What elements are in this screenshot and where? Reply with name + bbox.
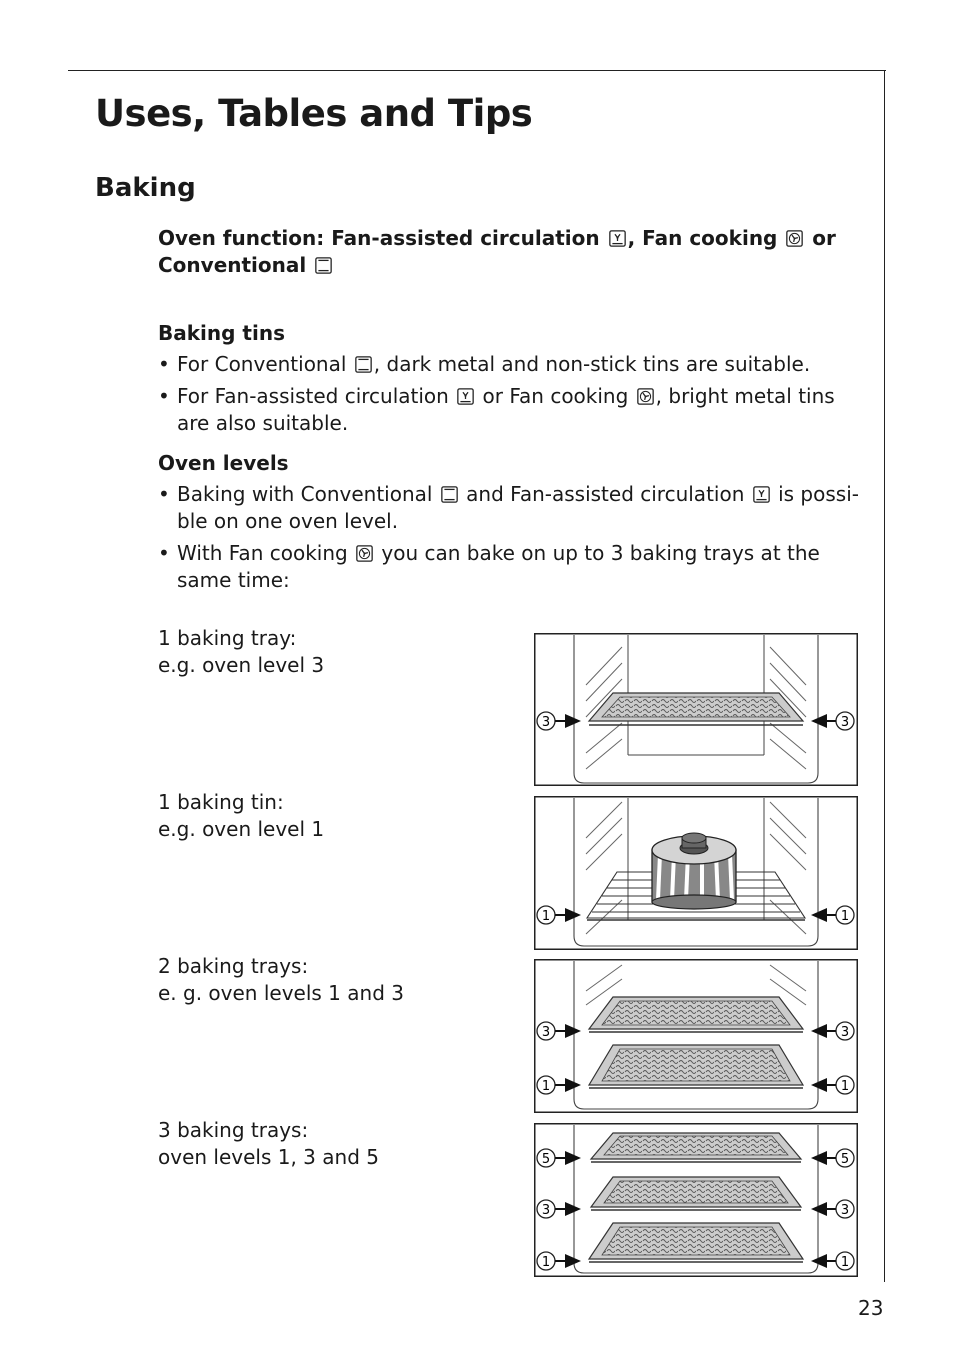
oven-levels-block (158, 450, 858, 594)
conventional-icon (315, 257, 332, 274)
svg-text:1: 1 (840, 909, 850, 924)
fan-cooking-icon (786, 230, 803, 247)
svg-text:3: 3 (840, 715, 850, 730)
svg-text:3: 3 (840, 1025, 850, 1040)
section-heading-baking: Baking (95, 173, 196, 203)
oven-levels-heading: Oven levels (158, 451, 289, 475)
conventional-icon (355, 356, 372, 373)
list-item: • Baking with Conventional and Fan-assisted circulation is possi-ble on one oven level. (158, 482, 859, 533)
baking-tray (591, 1133, 801, 1162)
fan-cooking-icon (637, 388, 654, 405)
baking-tray (589, 693, 803, 725)
svg-text:5: 5 (840, 1152, 850, 1167)
svg-text:3: 3 (840, 1203, 850, 1218)
conventional-icon (441, 486, 458, 503)
baking-tins-heading: Baking tins (158, 321, 285, 345)
example-caption: 1 baking tin: e.g. oven level 1 (158, 790, 325, 841)
bullet-dot: • (158, 352, 170, 376)
example-caption: 1 baking tray: e.g. oven level 3 (158, 626, 325, 677)
baking-tins-block (158, 320, 858, 437)
right-rule (884, 70, 885, 1282)
bullet-dot: • (158, 541, 170, 565)
oven-diagram-two-trays (534, 959, 858, 1113)
baking-tray (589, 997, 803, 1032)
svg-text:3: 3 (541, 715, 551, 730)
baking-tray (589, 1045, 803, 1088)
svg-text:3: 3 (541, 1203, 551, 1218)
bullet-dot: • (158, 482, 170, 506)
example-caption: 2 baking trays: e. g. oven levels 1 and 3 (158, 954, 404, 1005)
svg-text:1: 1 (541, 909, 551, 924)
svg-text:1: 1 (840, 1255, 850, 1270)
oven-diagram-three-trays (534, 1123, 858, 1277)
baking-tray (589, 1223, 803, 1262)
baking-tray (591, 1177, 801, 1210)
page-title: Uses, Tables and Tips (95, 92, 533, 135)
svg-text:1: 1 (541, 1255, 551, 1270)
fan-assisted-circulation-icon (457, 388, 474, 405)
oven-function-line: Oven function: Fan-assisted circulation , Fan cooking or Conventional (158, 226, 836, 277)
baking-tin (652, 833, 736, 909)
bullet-dot: • (158, 384, 170, 408)
fan-assisted-circulation-icon (753, 486, 770, 503)
fan-cooking-icon (356, 545, 373, 562)
page-number: 23 (858, 1296, 884, 1320)
list-item: • For Fan-assisted circulation or Fan cooking , bright metal tins are also suitable. (158, 384, 835, 435)
list-item: • For Conventional , dark metal and non-stick tins are suitable. (158, 352, 811, 376)
svg-text:5: 5 (541, 1152, 551, 1167)
svg-text:1: 1 (840, 1079, 850, 1094)
list-item: • With Fan cooking you can bake on up to 3 baking trays at the same time: (158, 541, 820, 592)
svg-text:3: 3 (541, 1025, 551, 1040)
fan-assisted-circulation-icon (609, 230, 626, 247)
example-caption: 3 baking trays: oven levels 1, 3 and 5 (158, 1118, 379, 1169)
top-rule (68, 70, 886, 71)
svg-text:1: 1 (541, 1079, 551, 1094)
oven-diagram-one-tin (534, 796, 858, 950)
oven-diagram-one-tray (534, 633, 858, 786)
